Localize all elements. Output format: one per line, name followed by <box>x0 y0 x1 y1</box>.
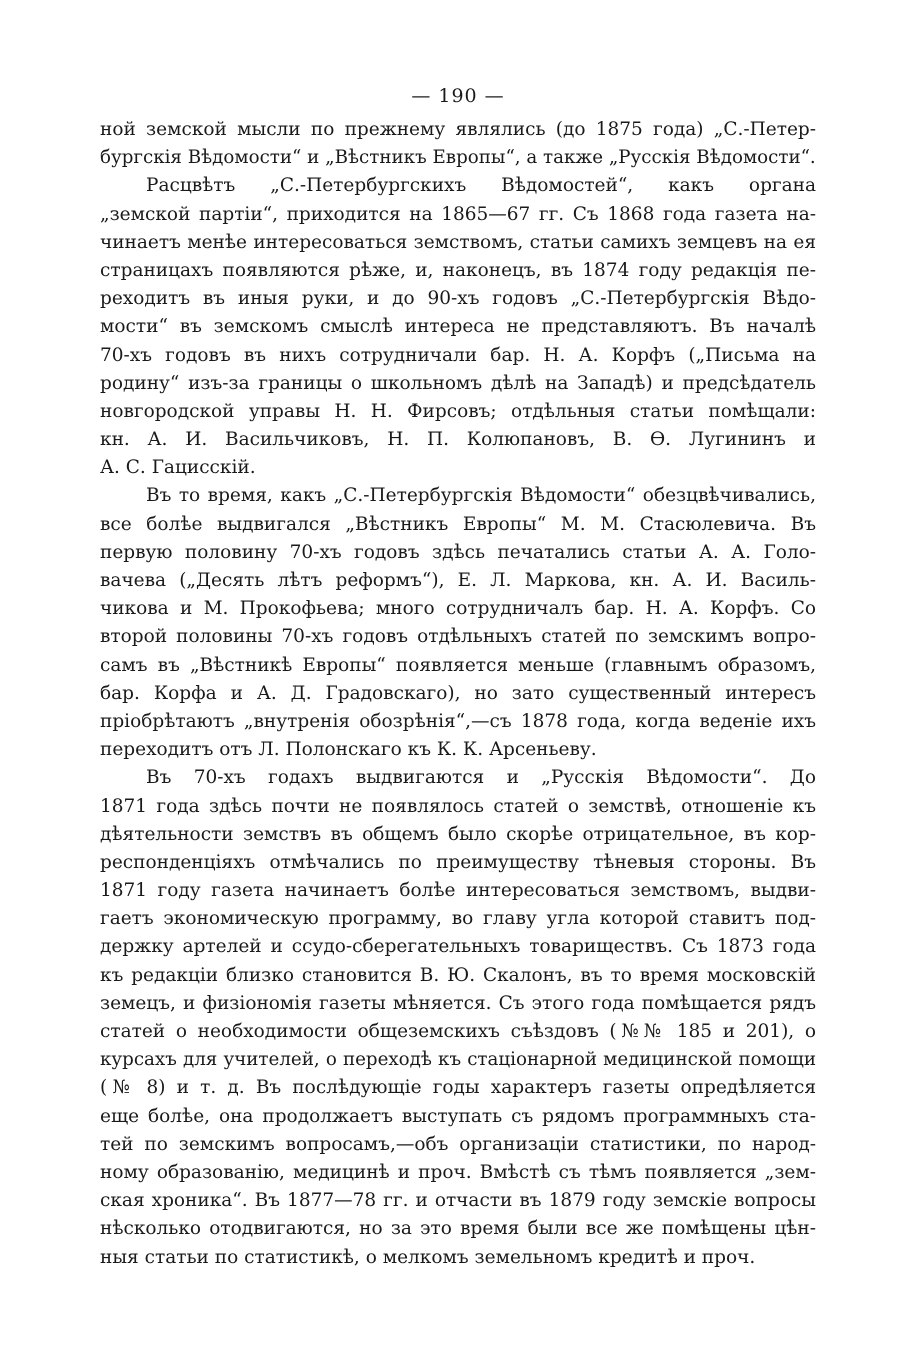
text-line: курсахъ для учителей, о переходѣ къ стаціонарной медицинской помощи <box>100 1049 816 1071</box>
text-line: 1871 году газета начинаетъ болѣе интересоваться земствомъ, выдви- <box>100 880 816 902</box>
text-line: 1871 года здѣсь почти не появлялось статей о земствѣ, отношеніе къ <box>100 795 816 817</box>
text-line: кн. А. И. Васильчиковъ, Н. П. Колюпановъ, В. Ѳ. Лугининъ и <box>100 429 816 451</box>
text-line: бургскія Вѣдомости“ и „Вѣстникъ Европы“, а также „Русскія Вѣдомости“. <box>100 147 816 169</box>
text-line: новгородской управы Н. Н. Фирсовъ; отдѣльныя статьи помѣщали: <box>100 400 816 422</box>
text-line: ной земской мысли по прежнему являлись (до 1875 года) „С.-Петер- <box>100 119 816 140</box>
text-line: родину“ изъ-за границы о школьномъ дѣлѣ на Западѣ) и предсѣдатель <box>100 372 816 394</box>
text-line: къ редакціи близко становится В. Ю. Скалонъ, въ то время московскій <box>100 964 816 986</box>
text-line: земецъ, и физіономія газеты мѣняется. Съ этого года помѣщается рядъ <box>100 992 816 1014</box>
text-line: бар. Корфа и А. Д. Градовскаго), но зато существенный интересъ <box>100 682 816 704</box>
text-line: второй половины 70-хъ годовъ отдѣльныхъ статей по земскимъ вопро- <box>100 626 816 648</box>
text-line: гаетъ экономическую программу, во главу угла которой ставитъ под- <box>100 908 816 930</box>
text-line: чикова и М. Прокофьева; много сотрудничалъ бар. Н. А. Корфъ. Со <box>100 598 816 620</box>
text-line: А. С. Гацисскій. <box>100 457 256 479</box>
text-line: тей по земскимъ вопросамъ,—объ организаціи статистики, по народ- <box>100 1133 816 1155</box>
text-line: переходитъ отъ Л. Полонскаго къ К. К. Арсеньеву. <box>100 739 597 761</box>
text-line: реходитъ въ иныя руки, и до 90-хъ годовъ „С.-Петербургскія Вѣдо- <box>100 288 816 310</box>
text-line: пріобрѣтаютъ „внутренія обозрѣнія“,—съ 1878 года, когда веденіе ихъ <box>100 710 816 732</box>
text-line: держку артелей и ссудо-сберегательныхъ товариществъ. Съ 1873 года <box>100 936 816 958</box>
text-line: дѣятельности земствъ въ общемъ было скорѣе отрицательное, въ кор- <box>100 823 816 845</box>
text-line: 70-хъ годовъ въ нихъ сотрудничали бар. Н. А. Корфъ („Письма на <box>100 344 816 366</box>
body-text <box>100 116 816 1272</box>
text-line: все болѣе выдвигался „Вѣстникъ Европы“ М. М. Стасюлевича. Въ <box>100 513 816 535</box>
page-number: — 190 — <box>411 85 505 107</box>
text-line: „земской партіи“, приходится на 1865—67 гг. Съ 1868 года газета на- <box>100 203 816 225</box>
text-line: Въ 70-хъ годахъ выдвигаются и „Русскія Вѣдомости“. До <box>146 767 816 789</box>
text-line: ская хроника“. Въ 1877—78 гг. и отчасти въ 1879 году земскіе вопросы <box>100 1190 816 1212</box>
text-line: страницахъ появляются рѣже, и, наконецъ, въ 1874 году редакція пе- <box>100 259 816 281</box>
text-line: чинаетъ менѣе интересоваться земствомъ, статьи самихъ земцевъ на ея <box>100 231 816 253</box>
text-line: (№ 8) и т. д. Въ послѣдующіе годы характеръ газеты опредѣляется <box>100 1077 816 1099</box>
text-line: ному образованію, медицинѣ и проч. Вмѣстѣ съ тѣмъ появляется „зем- <box>100 1161 816 1183</box>
text-line: Расцвѣтъ „С.-Петербургскихъ Вѣдомостей“, какъ органа <box>146 175 816 197</box>
text-line: еще болѣе, она продолжаетъ выступать съ рядомъ программныхъ ста- <box>100 1105 816 1127</box>
text-line: Въ то время, какъ „С.-Петербургскія Вѣдомости“ обезцвѣчивались, <box>146 485 816 507</box>
text-line: нѣсколько отодвигаются, но за это время были все же помѣщены цѣн- <box>100 1218 816 1240</box>
text-line: мости“ въ земскомъ смыслѣ интереса не представляютъ. Въ началѣ <box>100 316 816 338</box>
text-line: вачева („Десять лѣтъ реформъ“), Е. Л. Маркова, кн. А. И. Василь- <box>100 570 816 591</box>
book-page <box>100 84 816 1272</box>
text-line: первую половину 70-хъ годовъ здѣсь печатались статьи А. А. Голо- <box>100 541 816 563</box>
text-line: респонденціяхъ отмѣчались по преимуществу тѣневыя стороны. Въ <box>100 851 816 873</box>
text-line: ныя статьи по статистикѣ, о мелкомъ земельномъ кредитѣ и проч. <box>100 1246 756 1268</box>
text-line: статей о необходимости общеземскихъ съѣздовъ (№№ 185 и 201), о <box>100 1021 816 1042</box>
text-line: самъ въ „Вѣстникѣ Европы“ появляется меньше (главнымъ образомъ, <box>100 654 816 676</box>
